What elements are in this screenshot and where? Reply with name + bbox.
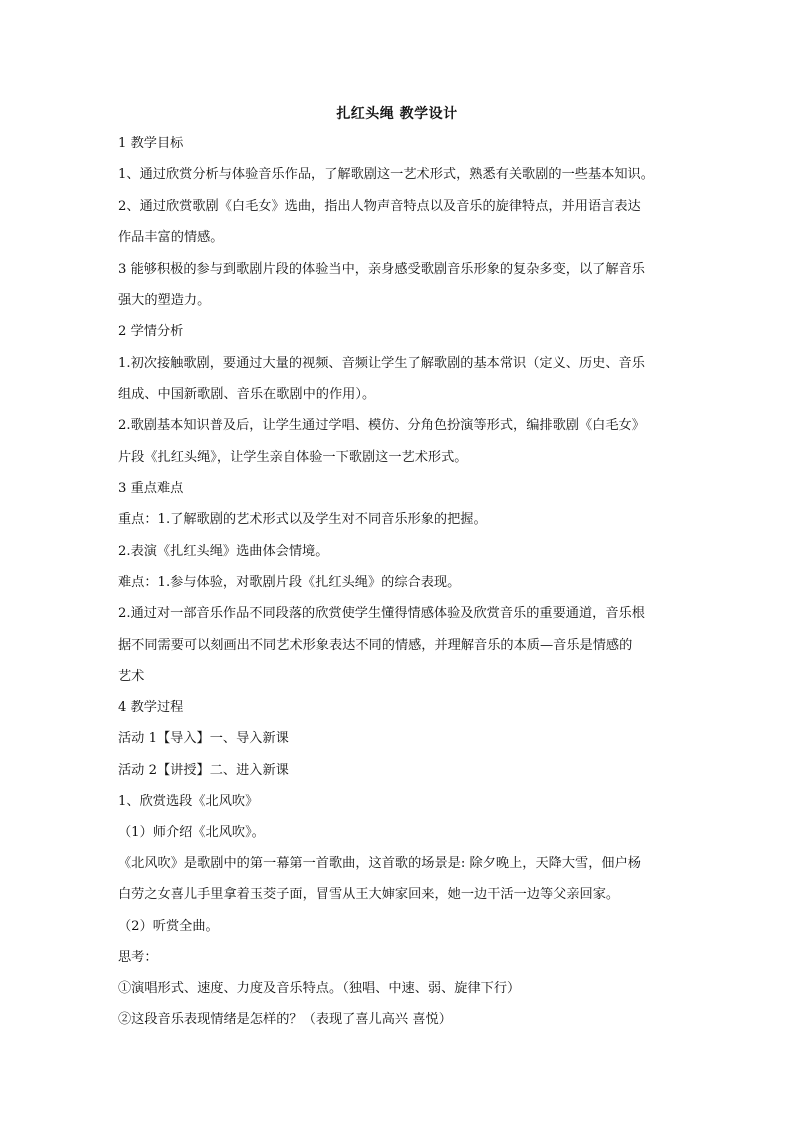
paragraph-line: ①演唱形式、速度、力度及音乐特点。（独唱、中速、弱、旋律下行） [118, 981, 521, 996]
paragraph-line: 艺术 [118, 669, 145, 684]
paragraph-line: 作品丰富的情感。 [118, 230, 224, 245]
paragraph-line: 活动 2【讲授】二、进入新课 [118, 763, 289, 778]
paragraph-line: 1、欣赏选段《北风吹》 [118, 794, 259, 809]
paragraph-line: 《北风吹》是歌剧中的第一幕第一首歌曲，这首歌的场景是: 除夕晚上，天降大雪，佃户杨 [118, 856, 641, 871]
paragraph-line: 活动 1【导入】一、导入新课 [118, 731, 289, 746]
paragraph-line: 片段《扎红头绳》，让学生亲自体验一下歌剧这一艺术形式。 [118, 450, 468, 465]
paragraph-line: （1）师介绍《北风吹》。 [118, 825, 265, 840]
paragraph-line: ②这段音乐表现情绪是怎样的？（表现了喜儿高兴 喜悦） [118, 1012, 452, 1027]
paragraph-line: 强大的塑造力。 [118, 293, 211, 308]
paragraph-line: 据不同需要可以刻画出不同艺术形象表达不同的情感，并理解音乐的本质—音乐是情感的 [118, 638, 633, 653]
paragraph-line: 3 能够积极的参与到歌剧片段的体验当中，亲身感受歌剧音乐形象的复杂多变，以了解音乐 [118, 262, 645, 277]
paragraph-line: 组成、中国新歌剧、音乐在歌剧中的作用）。 [118, 387, 376, 402]
section-heading-objectives: 1 教学目标 [118, 136, 184, 151]
paragraph-line: 重点：1.了解歌剧的艺术形式以及学生对不同音乐形象的把握。 [118, 512, 487, 527]
paragraph-line: 2.通过对一部音乐作品不同段落的欣赏使学生懂得情感体验及欣赏音乐的重要通道，音乐根 [118, 606, 645, 621]
paragraph-line: 1.初次接触歌剧，要通过大量的视频、音频让学生了解歌剧的基本常识（定义、历史、音乐 [118, 356, 645, 371]
paragraph-line: （2）听赏全曲。 [118, 919, 219, 934]
paragraph-line: 思考： [118, 950, 158, 965]
section-heading-key-points: 3 重点难点 [118, 481, 184, 496]
paragraph-line: 难点：1.参与体验，对歌剧片段《扎红头绳》的综合表现。 [118, 575, 461, 590]
paragraph-line: 1、通过欣赏分析与体验音乐作品，了解歌剧这一艺术形式，熟悉有关歌剧的一些基本知识。 [118, 167, 654, 182]
document-title: 扎红头绳 教学设计 [336, 106, 458, 122]
paragraph-line: 2.表演《扎红头绳》选曲体会情境。 [118, 544, 329, 559]
section-heading-analysis: 2 学情分析 [118, 324, 184, 339]
section-heading-process: 4 教学过程 [118, 700, 184, 715]
paragraph-line: 2.歌剧基本知识普及后，让学生通过学唱、模仿、分角色扮演等形式，编排歌剧《白毛女》 [118, 418, 645, 433]
paragraph-line: 白劳之女喜儿手里拿着玉茭子面，冒雪从王大婶家回来，她一边干活一边等父亲回家。 [118, 887, 620, 902]
paragraph-line: 2、通过欣赏歌剧《白毛女》选曲，指出人物声音特点以及音乐的旋律特点，并用语言表达 [118, 199, 641, 214]
